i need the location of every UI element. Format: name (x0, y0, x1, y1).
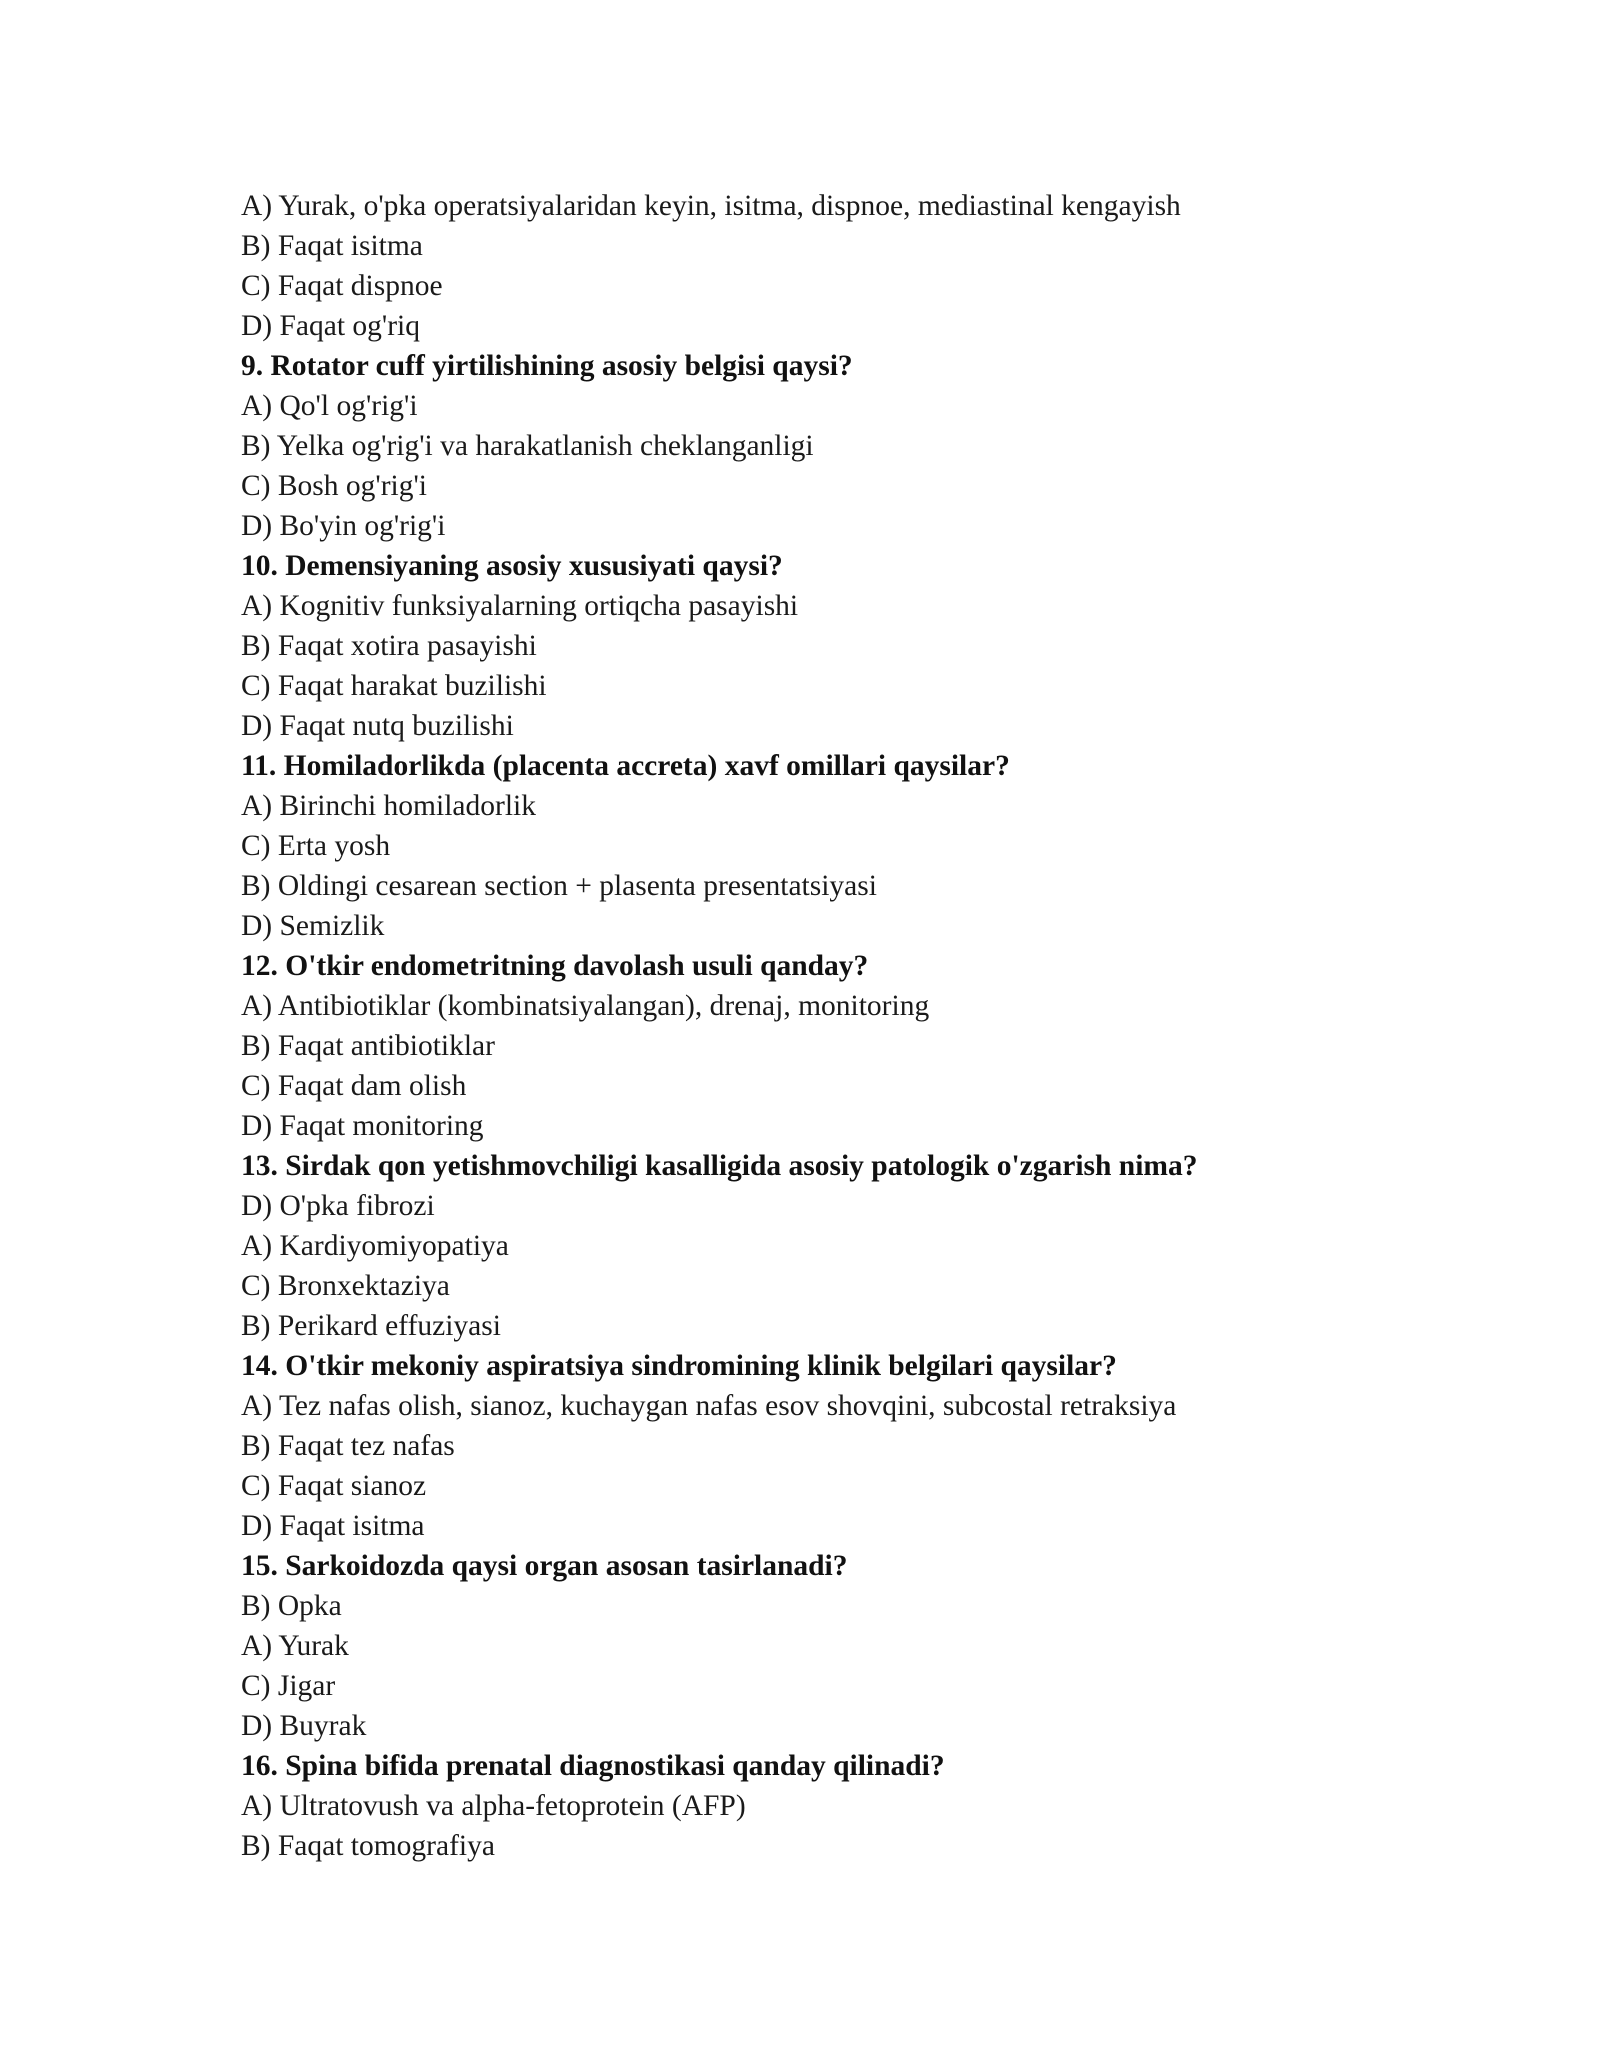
quiz-content (241, 186, 1441, 1866)
question-text: 12. O'tkir endometritning davolash usuli qanday? (241, 950, 869, 982)
answer-option: A) Antibiotiklar (kombinatsiyalangan), drenaj, monitoring (241, 990, 930, 1022)
question-block (241, 946, 1441, 1146)
question-block (241, 1746, 1441, 1866)
question-block (241, 1146, 1441, 1346)
answer-option: B) Faqat tomografiya (241, 1830, 495, 1862)
question-block (241, 1346, 1441, 1546)
answer-option: A) Kognitiv funksiyalarning ortiqcha pasayishi (241, 590, 799, 622)
answer-option: D) Faqat og'riq (241, 310, 421, 342)
question-text: 16. Spina bifida prenatal diagnostikasi qanday qilinadi? (241, 1750, 945, 1782)
question-block (241, 1546, 1441, 1746)
answer-option: D) Bo'yin og'rig'i (241, 510, 446, 542)
question-text: 9. Rotator cuff yirtilishining asosiy belgisi qaysi? (241, 350, 853, 382)
answer-option: A) Yurak, o'pka operatsiyalaridan keyin, isitma, dispnoe, mediastinal kengayish (241, 190, 1181, 222)
question-text: 14. O'tkir mekoniy aspiratsiya sindromining klinik belgilari qaysilar? (241, 1350, 1117, 1382)
answer-option: D) Buyrak (241, 1710, 367, 1742)
answer-option: B) Yelka og'rig'i va harakatlanish cheklanganligi (241, 430, 814, 462)
answer-option: A) Yurak (241, 1630, 349, 1662)
question-block (241, 186, 1441, 346)
answer-option: B) Opka (241, 1590, 342, 1622)
answer-option: C) Faqat dispnoe (241, 270, 443, 302)
answer-option: B) Faqat antibiotiklar (241, 1030, 495, 1062)
answer-option: C) Faqat harakat buzilishi (241, 670, 547, 702)
question-block (241, 346, 1441, 546)
answer-option: C) Faqat sianoz (241, 1470, 427, 1502)
answer-option: C) Bronxektaziya (241, 1270, 450, 1302)
answer-option: A) Ultratovush va alpha-fetoprotein (AFP) (241, 1790, 746, 1822)
question-text: 11. Homiladorlikda (placenta accreta) xavf omillari qaysilar? (241, 750, 1010, 782)
answer-option: D) Faqat isitma (241, 1510, 425, 1542)
question-block (241, 546, 1441, 746)
answer-option: A) Birinchi homiladorlik (241, 790, 536, 822)
answer-option: D) Faqat monitoring (241, 1110, 484, 1142)
answer-option: D) Faqat nutq buzilishi (241, 710, 514, 742)
answer-option: A) Tez nafas olish, sianoz, kuchaygan nafas esov shovqini, subcostal retraksiya (241, 1390, 1177, 1422)
answer-option: B) Perikard effuziyasi (241, 1310, 501, 1342)
answer-option: B) Faqat tez nafas (241, 1430, 455, 1462)
question-text: 15. Sarkoidozda qaysi organ asosan tasirlanadi? (241, 1550, 848, 1582)
answer-option: D) O'pka fibrozi (241, 1190, 435, 1222)
answer-option: A) Qo'l og'rig'i (241, 390, 418, 422)
question-block (241, 746, 1441, 946)
answer-option: A) Kardiyomiyopatiya (241, 1230, 509, 1262)
answer-option: B) Faqat xotira pasayishi (241, 630, 537, 662)
answer-option: D) Semizlik (241, 910, 385, 942)
question-text: 13. Sirdak qon yetishmovchiligi kasalligida asosiy patologik o'zgarish nima? (241, 1150, 1198, 1182)
question-text: 10. Demensiyaning asosiy xususiyati qaysi? (241, 550, 783, 582)
answer-option: C) Erta yosh (241, 830, 391, 862)
answer-option: B) Oldingi cesarean section + plasenta presentatsiyasi (241, 870, 877, 902)
answer-option: B) Faqat isitma (241, 230, 423, 262)
answer-option: C) Jigar (241, 1670, 336, 1702)
answer-option: C) Faqat dam olish (241, 1070, 467, 1102)
answer-option: C) Bosh og'rig'i (241, 470, 428, 502)
